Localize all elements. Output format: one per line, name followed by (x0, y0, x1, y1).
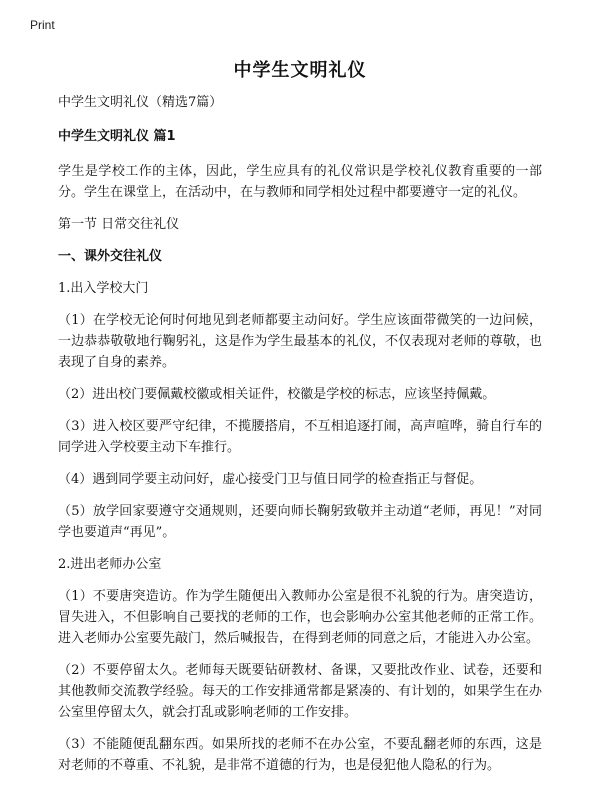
paragraph-item-4: （4）遇到同学要主动问好，虚心接受门卫与值日同学的检查指正与督促。 (58, 472, 483, 487)
print-label[interactable]: Print (30, 18, 55, 32)
topic-heading-office: 2.进出老师办公室 (58, 557, 162, 572)
document-title: 中学生文明礼仪 (233, 60, 367, 81)
paragraph-intro: 学生是学校工作的主体，因此，学生应具有的礼仪常识是学校礼仪教育重要的一部分。学生在课堂上，在活动中，在与教师和同学相处过程中都要遵守一定的礼仪。 (58, 164, 542, 200)
topic-heading-school-gate: 1.出入学校大门 (58, 281, 149, 296)
paragraph-office-1: （1）不要唐突造访。作为学生随便出入教师办公室是很不礼貌的行为。唐突造访，冒失进入，不但影响自己要找的老师的工作，也会影响办公室其他老师的正常工作。进入老师办公室要先敲门，然后喊报告，在得到老师的同意之后，才能进入办公室。 (58, 589, 542, 646)
paragraph-office-3: （3）不能随便乱翻东西。如果所找的老师不在办公室，不要乱翻老师的东西，这是对老师的不尊重、不礼貌，是非常不道德的行为，也是侵犯他人隐私的行为。 (58, 737, 542, 773)
document-body (58, 92, 542, 787)
paragraph-office-2: （2）不要停留太久。老师每天既要钻研教材、备课，又要批改作业、试卷，还要和其他教师交流教学经验。每天的工作安排通常都是紧凑的、有计划的，如果学生在办公室里停留太久，就会打乱或影响老师的工作安排。 (58, 663, 542, 720)
paragraph-item-5: （5）放学回家要遵守交通规则，还要向师长鞠躬致敬并主动道“老师，再见！”对同学也要道声“再见”。 (58, 504, 542, 540)
document-subtitle: 中学生文明礼仪（精选7篇） (58, 95, 223, 110)
paragraph-item-3: （3）进入校区要严守纪律，不揽腰搭肩，不互相追逐打闹，高声喧哗，骑自行车的同学进入学校要主动下车推行。 (58, 419, 542, 455)
paragraph-item-1: （1）在学校无论何时何地见到老师都要主动问好。学生应该面带微笑的一边问候，一边恭恭敬敬地行鞠躬礼，这是作为学生最基本的礼仪，不仅表现对老师的尊敬，也表现了自身的素养。 (58, 313, 542, 370)
section-heading: 中学生文明礼仪 篇1 (58, 129, 176, 144)
paragraph-item-2: （2）进出校门要佩戴校徽或相关证件，校徽是学校的标志，应该坚持佩戴。 (58, 387, 496, 402)
subsection-heading: 一、课外交往礼仪 (58, 249, 163, 264)
chapter-heading: 第一节 日常交往礼仪 (58, 217, 180, 232)
